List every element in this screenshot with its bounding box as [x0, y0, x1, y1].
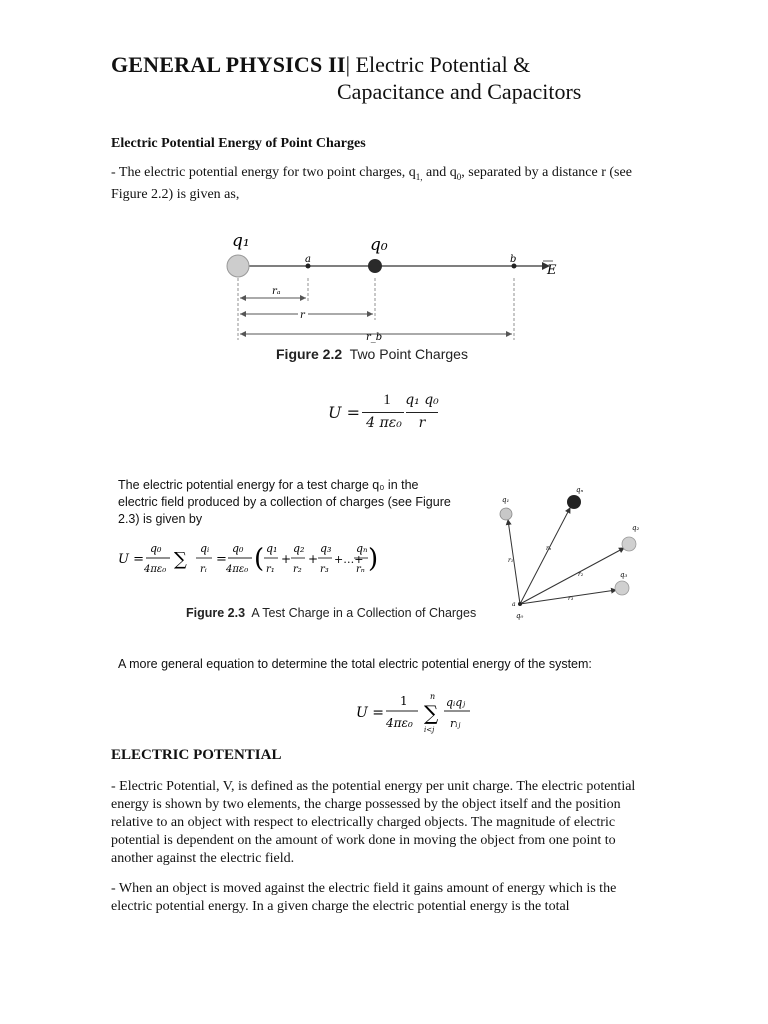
label-rb: r_b: [366, 332, 383, 343]
collection-text-line2: electric field produced by a collection of charges (see Figure: [118, 495, 451, 509]
figure-2-3-caption: [186, 606, 476, 620]
svg-text:qᵢ: qᵢ: [200, 542, 210, 555]
svg-text:+…+: +…+: [334, 553, 364, 566]
svg-text:q₀: q₀: [516, 612, 524, 620]
eq1-num2: q₁ q₀: [405, 392, 439, 408]
figure-2-3-diagram: [482, 480, 652, 628]
svg-text:r₂: r₂: [293, 564, 302, 575]
svg-text:q₃: q₃: [320, 542, 332, 555]
title-bold: GENERAL PHYSICS II: [111, 52, 346, 77]
svg-text:∑: ∑: [174, 549, 187, 570]
para-text-b: and q: [422, 165, 457, 180]
label-q0: q₀: [370, 235, 388, 255]
svg-text:q₁: q₁: [266, 542, 278, 555]
label-E: E: [547, 263, 557, 278]
fig22-caption-text: Two Point Charges: [349, 346, 468, 362]
svg-text:rᵢ: rᵢ: [200, 564, 207, 575]
dim-ra-arrow-right: [300, 295, 306, 301]
svg-text:r₁: r₁: [508, 557, 514, 564]
svg-text:rₙ: rₙ: [546, 545, 552, 552]
svg-text:q₁: q₁: [502, 496, 510, 504]
eq1-lhs: U =: [328, 403, 360, 422]
svg-text:q₂: q₂: [293, 542, 305, 555]
equation-collection-energy: [116, 536, 378, 582]
paragraph-point-charges: [111, 164, 656, 204]
svg-text:=: =: [216, 552, 227, 567]
figure-2-2-caption: [276, 346, 468, 362]
collection-text-line1: The electric potential energy for a test charge q₀ in the: [118, 478, 419, 492]
svg-text:a: a: [512, 601, 516, 608]
svg-text:r₃: r₃: [568, 595, 574, 602]
svg-text:n: n: [430, 692, 436, 701]
svg-text:U =: U =: [118, 552, 144, 567]
svg-text:q₂: q₂: [632, 524, 640, 532]
eq1-num1: 1: [383, 392, 391, 408]
eq1-den2: r: [418, 415, 426, 431]
eq1-bar1: [362, 412, 404, 413]
section-heading-electric-potential: ELECTRIC POTENTIAL: [111, 747, 282, 763]
svg-text:q₀: q₀: [150, 542, 162, 555]
dim-ra-arrow-left: [240, 295, 246, 301]
section-heading-point-charges: Electric Potential Energy of Point Charges: [111, 136, 366, 151]
label-r: r: [300, 310, 305, 321]
svg-text:q₀: q₀: [232, 542, 244, 555]
para-text-a: - The electric potential energy for two point charges, q: [111, 165, 416, 180]
dim-rb-arrow-right: [506, 331, 512, 337]
svg-text:rₙ: rₙ: [356, 564, 365, 575]
eq1-bar2: [406, 412, 438, 413]
label-q1: q₁: [232, 231, 250, 251]
svg-text:+: +: [281, 552, 292, 566]
svg-text:4πε₀: 4πε₀: [144, 564, 167, 575]
svg-text:qₙ: qₙ: [356, 542, 368, 555]
svg-text:4πε₀: 4πε₀: [226, 564, 249, 575]
paragraph-electric-potential-1: - Electric Potential, V, is defined as the potential energy per unit charge. The electric potential energy is shown by two elements, the charge possessed by the object itself and the position relative to an object with respect to electrically charged objects. The magnitude of electric potential is dependent on the amount of work done in moving the object from one point to another against the electric field.: [111, 779, 636, 866]
label-a: a: [305, 254, 311, 265]
svg-text:r₁: r₁: [266, 564, 275, 575]
dim-r-arrow-right: [367, 311, 373, 317]
fig23-caption-text: A Test Charge in a Collection of Charges: [251, 606, 477, 620]
equation-general-energy: [354, 690, 478, 738]
svg-text:rᵢⱼ: rᵢⱼ: [450, 717, 461, 730]
svg-text:1: 1: [400, 694, 408, 708]
svg-text:r₃: r₃: [320, 564, 329, 575]
collection-text-line3: 2.3) is given by: [118, 512, 203, 526]
svg-text:q₃: q₃: [620, 571, 628, 579]
charge-q0: [368, 259, 382, 273]
svg-text:+: +: [308, 552, 319, 566]
svg-text:qᵢqⱼ: qᵢqⱼ: [446, 696, 466, 709]
svg-text:∑: ∑: [424, 701, 439, 725]
dim-r-arrow-left: [240, 311, 246, 317]
svg-text:(: (: [254, 544, 265, 574]
label-b: b: [510, 254, 517, 265]
fig22-caption-bold: Figure 2.2: [276, 346, 343, 362]
equation-point-charge-energy: [328, 392, 448, 436]
svg-text:qₙ: qₙ: [576, 486, 584, 494]
paragraph-electric-potential-2: - When an object is moved against the electric field it gains amount of energy which is the electric potential energy. In a given charge the electric potential energy is the total: [111, 881, 617, 914]
charge-q1: [227, 255, 249, 277]
svg-text:i<j: i<j: [424, 726, 435, 734]
svg-text:4πε₀: 4πε₀: [386, 716, 413, 730]
svg-text:U =: U =: [356, 705, 384, 721]
svg-text:): ): [368, 544, 378, 574]
general-equation-text: A more general equation to determine the total electric potential energy of the system:: [118, 657, 592, 671]
fig23-caption-bold: Figure 2.3: [186, 606, 246, 620]
page-subtitle: Capacitance and Capacitors: [337, 79, 582, 104]
page-title: [111, 52, 530, 78]
eq1-den1: 4 πε₀: [366, 415, 402, 431]
collection-text: [118, 477, 451, 528]
para-text-c: , separated by a distance r (see Figure 2.2) is given as,: [111, 165, 632, 202]
para-sub-1: 1,: [415, 171, 423, 182]
dim-rb-arrow-left: [240, 331, 246, 337]
label-ra: rₐ: [272, 286, 281, 297]
para-sub-0: 0: [456, 171, 462, 182]
title-rest: | Electric Potential &: [345, 52, 531, 77]
svg-text:r₂: r₂: [578, 571, 584, 578]
